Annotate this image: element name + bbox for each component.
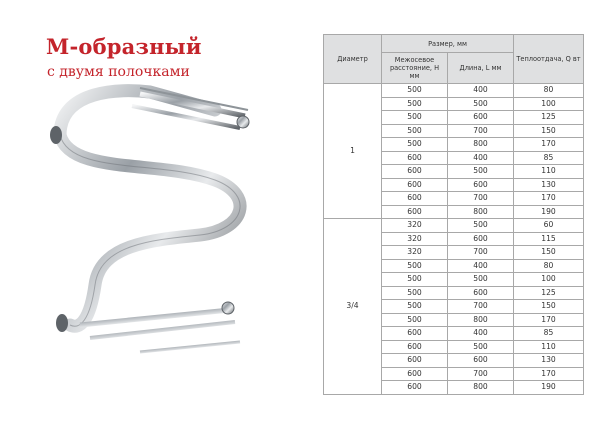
heat-cell: 100 (514, 273, 584, 287)
heat-cell: 80 (514, 259, 584, 273)
heat-cell: 110 (514, 165, 584, 179)
heat-cell: 190 (514, 381, 584, 395)
spacing-cell: 600 (382, 327, 448, 341)
spacing-cell: 500 (382, 111, 448, 125)
spec-table (323, 34, 584, 395)
length-cell: 500 (448, 165, 514, 179)
diameter-cell: 1 (324, 84, 382, 219)
length-cell: 500 (448, 340, 514, 354)
length-cell: 800 (448, 205, 514, 219)
heat-cell: 170 (514, 313, 584, 327)
spacing-cell: 500 (382, 124, 448, 138)
spacing-cell: 500 (382, 286, 448, 300)
spacing-cell: 500 (382, 313, 448, 327)
spacing-cell: 500 (382, 300, 448, 314)
length-cell: 400 (448, 259, 514, 273)
heat-cell: 110 (514, 340, 584, 354)
spacing-cell: 500 (382, 97, 448, 111)
length-cell: 700 (448, 246, 514, 260)
header-size: Размер, мм (382, 35, 514, 53)
heat-cell: 190 (514, 205, 584, 219)
header-spacing: Межосевое расстояние, Н мм (382, 53, 448, 84)
length-cell: 800 (448, 138, 514, 152)
length-cell: 800 (448, 313, 514, 327)
length-cell: 400 (448, 84, 514, 98)
header-diameter: Диаметр (324, 35, 382, 84)
heat-cell: 85 (514, 151, 584, 165)
spec-table-body (324, 84, 584, 395)
spacing-cell: 600 (382, 381, 448, 395)
length-cell: 500 (448, 273, 514, 287)
length-cell: 500 (448, 219, 514, 233)
heat-cell: 170 (514, 138, 584, 152)
page-title: М-образный (46, 34, 202, 59)
towel-rail-icon (40, 80, 280, 380)
spacing-cell: 600 (382, 178, 448, 192)
length-cell: 500 (448, 97, 514, 111)
heat-cell: 115 (514, 232, 584, 246)
length-cell: 700 (448, 124, 514, 138)
spacing-cell: 500 (382, 138, 448, 152)
spacing-cell: 600 (382, 354, 448, 368)
length-cell: 600 (448, 178, 514, 192)
length-cell: 400 (448, 151, 514, 165)
spacing-cell: 500 (382, 259, 448, 273)
length-cell: 600 (448, 111, 514, 125)
length-cell: 700 (448, 300, 514, 314)
length-cell: 600 (448, 354, 514, 368)
spacing-cell: 600 (382, 367, 448, 381)
spacing-cell: 600 (382, 165, 448, 179)
spacing-cell: 500 (382, 84, 448, 98)
length-cell: 600 (448, 286, 514, 300)
spacing-cell: 320 (382, 246, 448, 260)
header-heat: Теплоотдача, Q вт (514, 35, 584, 84)
heat-cell: 150 (514, 300, 584, 314)
spacing-cell: 600 (382, 205, 448, 219)
length-cell: 700 (448, 367, 514, 381)
heat-cell: 85 (514, 327, 584, 341)
heat-cell: 150 (514, 124, 584, 138)
length-cell: 600 (448, 232, 514, 246)
spacing-cell: 600 (382, 151, 448, 165)
diameter-cell: 3/4 (324, 219, 382, 395)
page-subtitle: с двумя полочками (47, 64, 190, 80)
heat-cell: 170 (514, 367, 584, 381)
spacing-cell: 600 (382, 192, 448, 206)
spacing-cell: 500 (382, 273, 448, 287)
table-row (324, 84, 584, 98)
length-cell: 400 (448, 327, 514, 341)
spacing-cell: 320 (382, 232, 448, 246)
heat-cell: 130 (514, 178, 584, 192)
heat-cell: 170 (514, 192, 584, 206)
spacing-cell: 600 (382, 340, 448, 354)
heat-cell: 150 (514, 246, 584, 260)
length-cell: 800 (448, 381, 514, 395)
heat-cell: 125 (514, 111, 584, 125)
spacing-cell: 320 (382, 219, 448, 233)
heat-cell: 60 (514, 219, 584, 233)
length-cell: 700 (448, 192, 514, 206)
heat-cell: 130 (514, 354, 584, 368)
heat-cell: 100 (514, 97, 584, 111)
heat-cell: 125 (514, 286, 584, 300)
heat-cell: 80 (514, 84, 584, 98)
header-length: Длина, L мм (448, 53, 514, 84)
table-row (324, 219, 584, 233)
